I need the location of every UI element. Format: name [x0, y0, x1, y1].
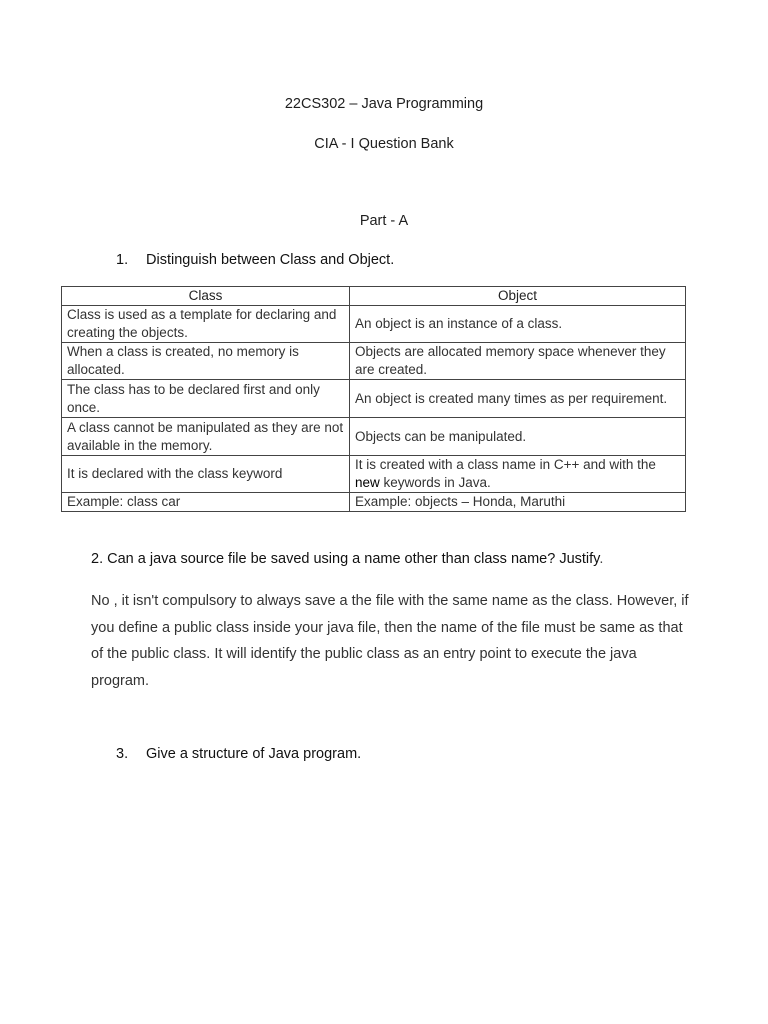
question-3-text: Give a structure of Java program.	[146, 746, 362, 762]
table-cell-object: An object is created many times as per requirement.	[350, 380, 686, 418]
question-3	[116, 746, 361, 762]
table-header-class: Class	[62, 287, 350, 306]
table-cell-object: Objects are allocated memory space whenever they are created.	[350, 343, 686, 380]
table-row	[62, 306, 686, 343]
table-cell-class: When a class is created, no memory is allocated.	[62, 343, 350, 380]
table-cell-class: It is declared with the class keyword	[62, 456, 350, 493]
table-cell-object-text: It is created with a class name in C++ and with the	[355, 457, 656, 472]
question-2-answer: No , it isn't compulsory to always save a the file with the same name as the class. However, if you define a public class inside your java file, then the name of the file must be same as that of the public class. It will identify the public class as an entry point to execute the java program.	[91, 593, 689, 689]
table-cell-class: Class is used as a template for declaring and creating the objects.	[62, 306, 350, 343]
question-2-trailing: .	[599, 551, 604, 567]
table-cell-object-tail: keywords in Java.	[379, 475, 491, 490]
table-cell-object: Example: objects – Honda, Maruthi	[350, 493, 686, 512]
table-row	[62, 343, 686, 380]
table-header-object: Object	[350, 287, 686, 306]
class-object-comparison-table	[61, 286, 686, 512]
table-row	[62, 418, 686, 456]
table-cell-class: The class has to be declared first and only once.	[62, 380, 350, 418]
table-cell-object	[350, 456, 686, 493]
question-3-number: 3.	[116, 746, 129, 762]
table-cell-class: Example: class car	[62, 493, 350, 512]
table-row	[62, 493, 686, 512]
question-1-number: 1.	[116, 252, 129, 268]
table-cell-class: A class cannot be manipulated as they are not available in the memory.	[62, 418, 350, 456]
table-row	[62, 456, 686, 493]
new-keyword: new	[355, 475, 380, 490]
question-2	[91, 551, 603, 567]
question-1	[116, 252, 394, 268]
table-cell-object: An object is an instance of a class.	[350, 306, 686, 343]
question-1-text: Distinguish between Class and Object.	[146, 252, 395, 268]
table-cell-object: Objects can be manipulated.	[350, 418, 686, 456]
table-row	[62, 380, 686, 418]
question-2-text: . Can a java source file be saved using a name other than class name? Justify	[99, 551, 600, 567]
part-heading: Part - A	[359, 213, 409, 229]
question-bank-title: CIA - I Question Bank	[314, 136, 454, 152]
table-header-row	[62, 287, 686, 306]
course-title: 22CS302 – Java Programming	[284, 96, 484, 112]
question-2-number: 2	[91, 551, 100, 567]
